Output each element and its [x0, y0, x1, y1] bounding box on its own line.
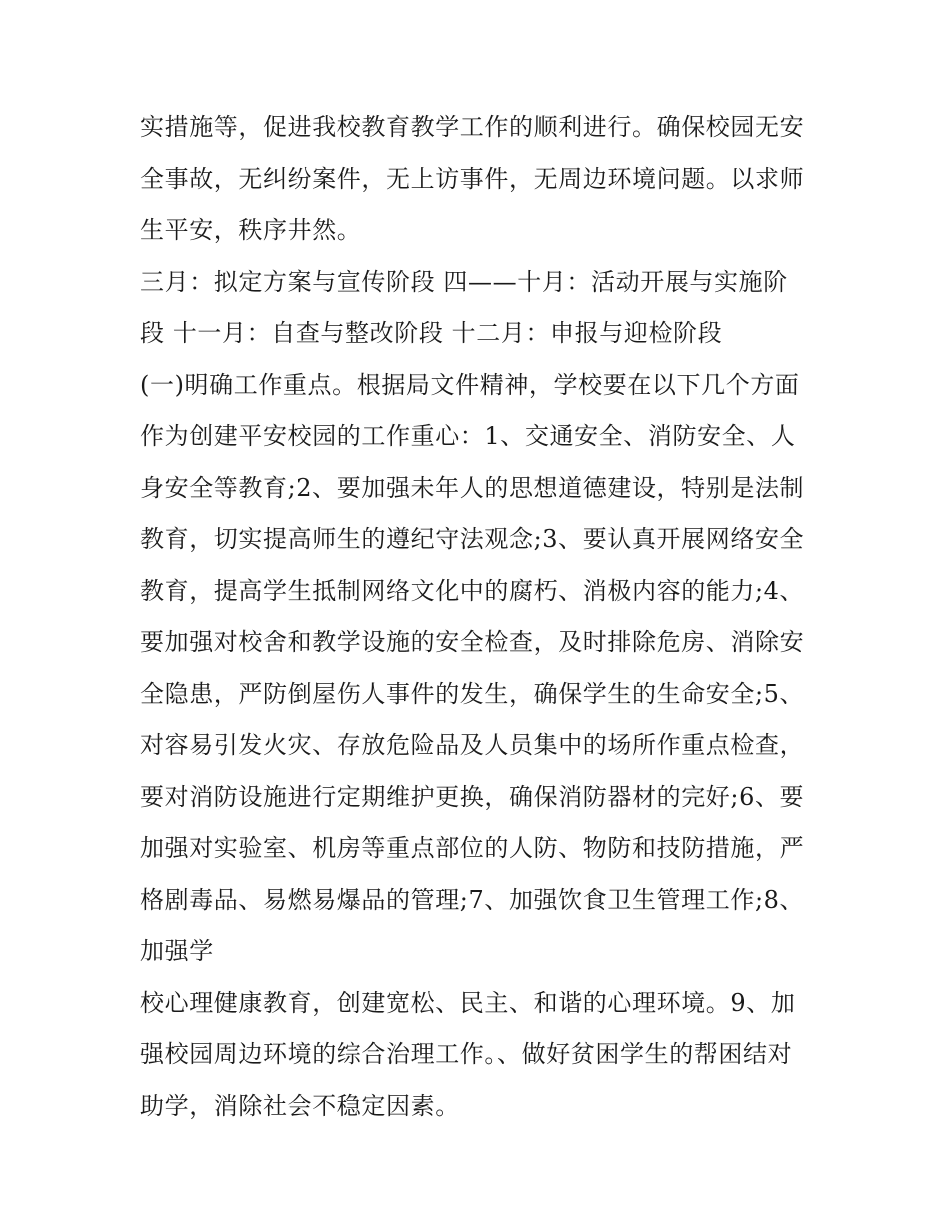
text-line: 实措施等，促进我校教育教学工作的顺利进行。确保校园无安: [140, 113, 805, 141]
text-line: 格剧毒品、易燃易爆品的管理;7、加强饮食卫生管理工作;8、: [140, 885, 805, 914]
text-line: 全事故，无纠纷案件，无上访事件，无周边环境问题。以求师: [140, 164, 805, 193]
text-line: 强校园周边环境的综合治理工作。、做好贫困学生的帮困结对: [140, 1040, 793, 1068]
text-line: 加强学: [140, 937, 214, 965]
text-line: 身安全等教育;2、要加强未年人的思想道德建设，特别是法制: [140, 473, 805, 502]
text-line: 生平安，秩序井然。: [140, 216, 362, 244]
text-line: 教育，提高学生抵制网络文化中的腐朽、消极内容的能力;4、: [140, 576, 805, 605]
text-line: 段 十一月：自查与整改阶段 十二月：申报与迎检阶段: [140, 319, 723, 347]
text-line: (一)明确工作重点。根据局文件精神，学校要在以下几个方面: [140, 370, 800, 399]
text-line: 助学，消除社会不稳定因素。: [140, 1091, 460, 1120]
text-line: 三月：拟定方案与宣传阶段 四——十月：活动开展与实施阶: [140, 267, 788, 296]
text-line: 对容易引发火灾、存放危险品及人员集中的场所作重点检查，: [140, 731, 805, 759]
text-line: 要对消防设施进行定期维护更换，确保消防器材的完好;6、要: [140, 782, 805, 811]
text-line: 要加强对校舍和教学设施的安全检查，及时排除危房、消除安: [140, 628, 805, 656]
body-text: [140, 102, 820, 1132]
text-line: 校心理健康教育，创建宽松、民主、和谐的心理环境。9、加: [140, 988, 796, 1017]
text-line: 教育，切实提高师生的遵纪守法观念;3、要认真开展网络安全: [140, 525, 805, 553]
text-line: 加强对实验室、机房等重点部位的人防、物防和技防措施，严: [140, 834, 805, 862]
text-line: 作为创建平安校园的工作重心：1、交通安全、消防安全、人: [140, 422, 796, 450]
text-line: 全隐患，严防倒屋伤人事件的发生，确保学生的生命安全;5、: [140, 679, 805, 708]
